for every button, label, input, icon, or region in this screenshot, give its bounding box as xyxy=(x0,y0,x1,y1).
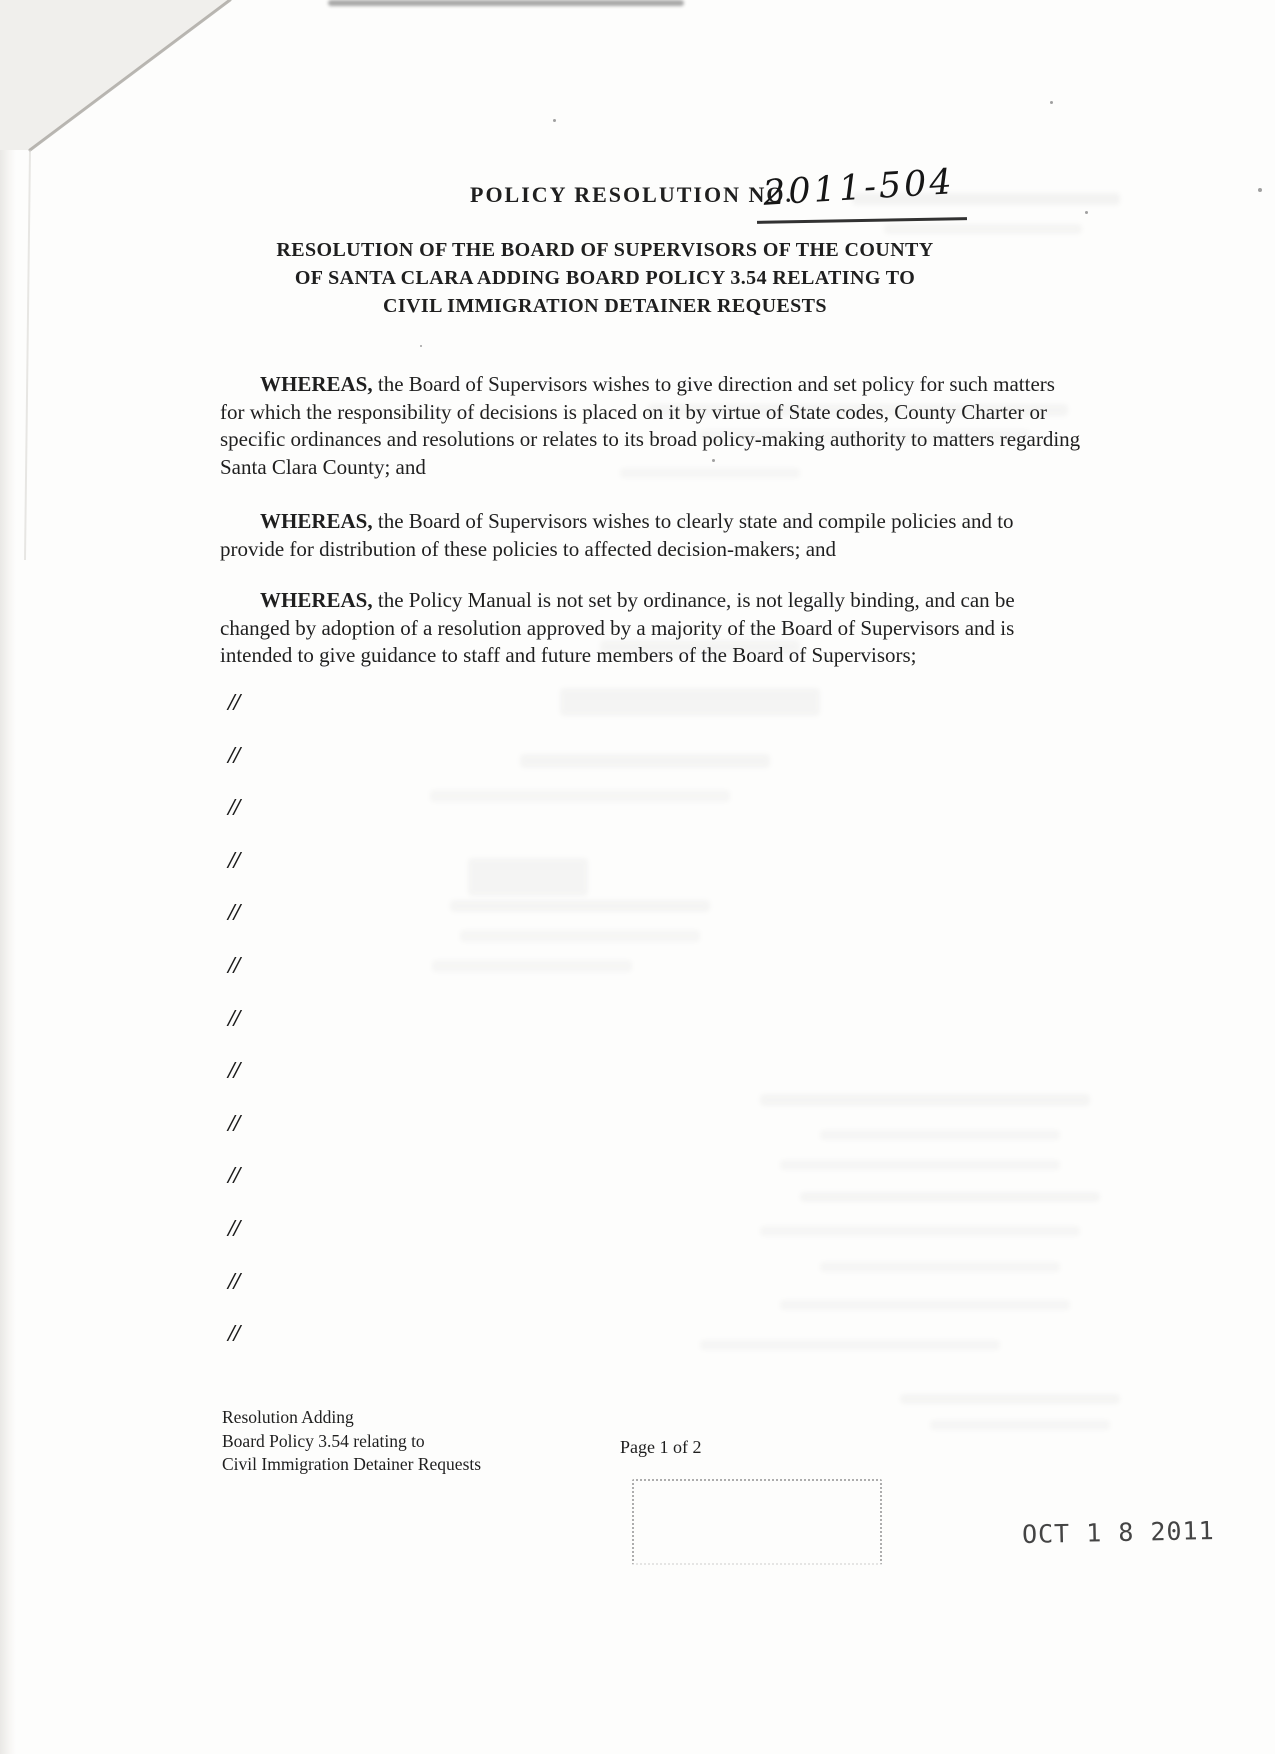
footer-caption-line-1: Resolution Adding xyxy=(222,1407,354,1427)
whereas-text-3: the Policy Manual is not set by ordinance, is not legally binding, and can be changed by adoption of a resolution approved by a majority of the Board of Supervisors and is intended to give guidance to staff and future members of the Board of Supervisors; xyxy=(220,588,1015,667)
whereas-lead-2: WHEREAS, xyxy=(260,509,373,533)
bleedthrough-artifact xyxy=(430,790,730,802)
bleedthrough-artifact xyxy=(432,960,632,972)
continuation-mark: // xyxy=(228,1268,240,1295)
heading-line-1: RESOLUTION OF THE BOARD OF SUPERVISORS OF THE COUNTY xyxy=(276,239,934,261)
bleedthrough-artifact xyxy=(520,754,770,768)
continuation-mark: // xyxy=(228,952,240,979)
resolution-title-label: POLICY RESOLUTION NO. xyxy=(470,182,793,207)
bleedthrough-artifact xyxy=(468,858,588,896)
continuation-marks xyxy=(228,690,239,1374)
bleedthrough-artifact xyxy=(760,1094,1090,1106)
continuation-mark: // xyxy=(228,795,240,822)
bleedthrough-artifact xyxy=(450,900,710,912)
whereas-paragraph-2 xyxy=(220,508,1082,563)
speck-artifact xyxy=(1085,211,1088,214)
speck-artifact xyxy=(1050,101,1053,104)
document-heading xyxy=(170,236,1040,320)
heading-line-3: CIVIL IMMIGRATION DETAINER REQUESTS xyxy=(383,295,827,317)
resolution-number-underline xyxy=(757,217,967,223)
bleedthrough-artifact xyxy=(930,1420,1110,1430)
footer-caption-line-2: Board Policy 3.54 relating to xyxy=(222,1430,425,1451)
speck-artifact xyxy=(420,345,422,347)
resolution-number-handwritten: 2011-504 xyxy=(761,162,956,214)
bleedthrough-artifact xyxy=(700,1340,1000,1350)
bleedthrough-artifact xyxy=(884,224,1082,234)
continuation-mark: // xyxy=(228,1110,240,1137)
bleedthrough-artifact xyxy=(900,1394,1120,1404)
continuation-mark: // xyxy=(228,900,240,927)
footer-caption xyxy=(222,1406,481,1477)
bleedthrough-artifact xyxy=(460,930,700,942)
continuation-mark: // xyxy=(228,847,240,874)
continuation-mark: // xyxy=(228,1058,240,1085)
continuation-mark: // xyxy=(228,1215,240,1242)
continuation-mark: // xyxy=(228,742,240,769)
whereas-lead-1: WHEREAS, xyxy=(260,372,373,396)
bleedthrough-artifact xyxy=(780,1160,1060,1170)
speck-artifact xyxy=(553,119,556,122)
continuation-mark: // xyxy=(228,690,240,716)
continuation-mark: // xyxy=(228,1005,240,1032)
whereas-paragraph-3 xyxy=(220,587,1082,670)
continuation-mark: // xyxy=(228,1321,240,1348)
top-edge-smudge xyxy=(328,0,684,6)
bleedthrough-artifact xyxy=(820,1130,1060,1140)
stamp-box xyxy=(632,1479,882,1565)
bleedthrough-artifact xyxy=(560,688,820,716)
bleedthrough-artifact xyxy=(800,1192,1100,1202)
footer-caption-line-3: Civil Immigration Detainer Requests xyxy=(222,1454,482,1474)
bleedthrough-artifact xyxy=(760,1226,1080,1236)
bleedthrough-artifact xyxy=(820,1262,1060,1272)
continuation-mark: // xyxy=(228,1163,240,1190)
heading-line-2: OF SANTA CLARA ADDING BOARD POLICY 3.54 RELATING TO xyxy=(294,267,916,289)
whereas-lead-3: WHEREAS, xyxy=(260,588,373,612)
date-stamp: OCT 1 8 2011 xyxy=(1021,1515,1215,1550)
bleedthrough-artifact xyxy=(780,1300,1070,1310)
whereas-text-1: the Board of Supervisors wishes to give direction and set policy for such matters for which the responsibility of decisions is placed on it by virtue of State codes, County Charter or specific ordinances and resolutions or relates to its broad policy-making authority to matters regarding Santa Clara County; and xyxy=(220,372,1081,479)
speck-artifact xyxy=(1258,188,1262,192)
whereas-text-2: the Board of Supervisors wishes to clearly state and compile policies and to provide for distribution of these policies to affected decision-makers; and xyxy=(220,509,1014,561)
page-indicator: Page 1 of 2 xyxy=(620,1437,702,1457)
whereas-paragraph-1 xyxy=(220,371,1082,481)
